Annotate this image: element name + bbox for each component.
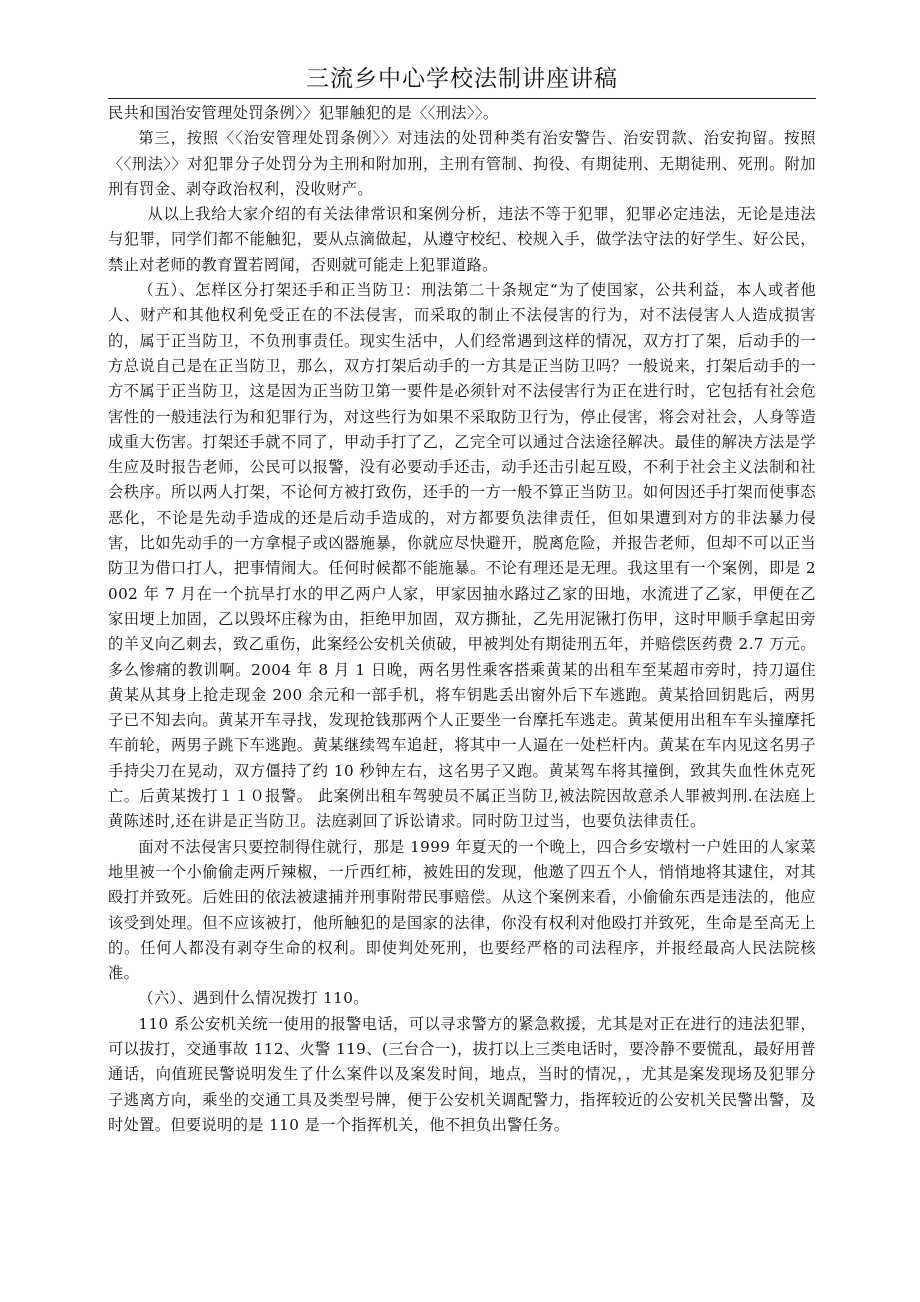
paragraph-theft-case: 面对不法侵害只要控制得住就行，那是 1999 年夏天的一个晚上，四合乡安墩村一户姓田的人家菜地里被一个小偷偷走两斤辣椒，一斤西红柿，被姓田的发现，他邀了四五个人，悄悄地将其逮住，对其殴打并致死。后姓田的依法被逮捕并刑事附带民事赔偿。从这个案例来看，小偷偷东西是违法的，他应该受到处理。但不应该被打，他所触犯的是国家的法律，你没有权利对他殴打并致死，生命是至高无上的。任何人都没有剥夺生命的权利。即使判处死刑，也要经严格的司法程序，并报经最高人民法院核准。 bbox=[108, 837, 816, 983]
document-body bbox=[108, 101, 816, 1138]
paragraph-continuation: 民共和国治安管理处罚条例〉〉犯罪触犯的是〈〈刑法〉〉。 bbox=[108, 104, 499, 122]
paragraph-self-defense: （五）、怎样区分打架还手和正当防卫：刑法第二十条规定“为了使国家，公共利益，本人或者他人、财产和其他权利免受正在的不法侵害，而采取的制止不法侵害的行为，对不法侵害人人造成损害的，属于正当防卫，不负刑事责任。现实生活中，人们经常遇到这样的情况，双方打了架，后动手的一方总说自己是在正当防卫，那么，双方打架后动手的一方其是正当防卫吗？一般说来，打架后动手的一方不属于正当防卫，这是因为正当防卫第一要件是必须针对不法侵害行为正在进行时，它包括有社会危害性的一般违法行为和犯罪行为，对这些行为如果不采取防卫行为，停止侵害，将会对社会，人身等造成重大伤害。打架还手就不同了，甲动手打了乙，乙完全可以通过合法途径解决。最佳的解决方法是学生应及时报告老师，公民可以报警，没有必要动手还击，动手还击引起互殴，不利于社会主义法制和社会秩序。所以两人打架，不论何方被打致伤，还手的一方一般不算正当防卫。如何因还手打架而使事态恶化，不论是先动手造成的还是后动手造成的，对方都要负法律责任，但如果遭到对方的非法暴力侵害，比如先动手的一方拿棍子或凶器施暴，你就应尽快避开，脱离危险，并报告老师，但却不可以正当防卫为借口打人，把事情闹大。任何时候都不能施暴。不论有理还是无理。我这里有一个案例，即是 2002 年 7 月在一个抗旱打水的甲乙两户人家，甲家因抽水路过乙家的田地，水流进了乙家，甲便在乙家田埂上加固，乙以毁坏庄稼为由，拒绝甲加固，双方撕扯，乙先用泥锹打伤甲，这时甲顺手拿起田旁的羊叉向乙刺去，致乙重伤，此案经公安机关侦破，甲被判处有期徒刑五年，并赔偿医药费 2.7 万元。多么惨痛的教训啊。2004 年 8 月 1 日晚，两名男性乘客搭乘黄某的出租车至某超市旁时，持刀逼住黄某从其身上抢走现金 200 余元和一部手机，将车钥匙丢出窗外后下车逃跑。黄某拾回钥匙后，两男子已不知去向。黄某开车寻找，发现抢钱那两个人正要坐一台摩托车逃走。黄某便用出租车车头撞摩托车前轮，两男子跳下车逃跑。黄某继续驾车追赶，将其中一人逼在一处栏杆内。黄某在车内见这名男子手持尖刀在晃动，双方僵持了约 10 秒钟左右，这名男子又跑。黄某驾车将其撞倒，致其失血性休克死亡。后黄某拨打１１０报警。 此案例出租车驾驶员不属正当防卫,被法院因故意杀人罪被判刑.在法庭上黄陈述时,还在讲是正当防卫。法庭剥回了诉讼请求。同时防卫过当，也要负法律责任。 bbox=[108, 281, 816, 831]
paragraph-penalty-types: 第三，按照〈〈治安管理处罚条例〉〉对违法的处罚种类有治安警告、治安罚款、治安拘留。按照〈〈刑法〉〉对犯罪分子处罚分为主刑和附加刑，主刑有管制、拘役、有期徒刑、无期徒刑、死刑。附加刑有罚金、剥夺政治权利，没收财产。 bbox=[108, 129, 816, 198]
document-page bbox=[108, 62, 816, 1138]
section-heading-110: （六）、遇到什么情况拨打 110。 bbox=[138, 989, 369, 1008]
paragraph-110-description: 110 系公安机关统一使用的报警电话，可以寻求警方的紧急救援，尤其是对正在进行的违法犯罪，可以拔打，交通事故 112、火警 119、(三台合一)，拔打以上三类电话时，要冷静不要慌乱，最好用普通话，向值班民警说明发生了什么案件以及案发时间，地点，当时的情况，，尤其是案发现场及犯罪分子逃离方向，乘坐的交通工具及类型号牌，便于公安机关调配警力，指挥较近的公安机关民警出警，及时处置。但要说明的是 110 是一个指挥机关，他不担负出警任务。 bbox=[108, 1014, 816, 1134]
page-header-title: 三流乡中心学校法制讲座讲稿 bbox=[108, 62, 816, 99]
paragraph-summary: 从以上我给大家介绍的有关法律常识和案例分析，违法不等于犯罪，犯罪必定违法，无论是违法与犯罪，同学们都不能触犯，要从点滴做起，从遵守校纪、校规入手，做学法守法的好学生、好公民，禁止对老师的教育置若罔闻，否则就可能走上犯罪道路。 bbox=[108, 205, 816, 274]
